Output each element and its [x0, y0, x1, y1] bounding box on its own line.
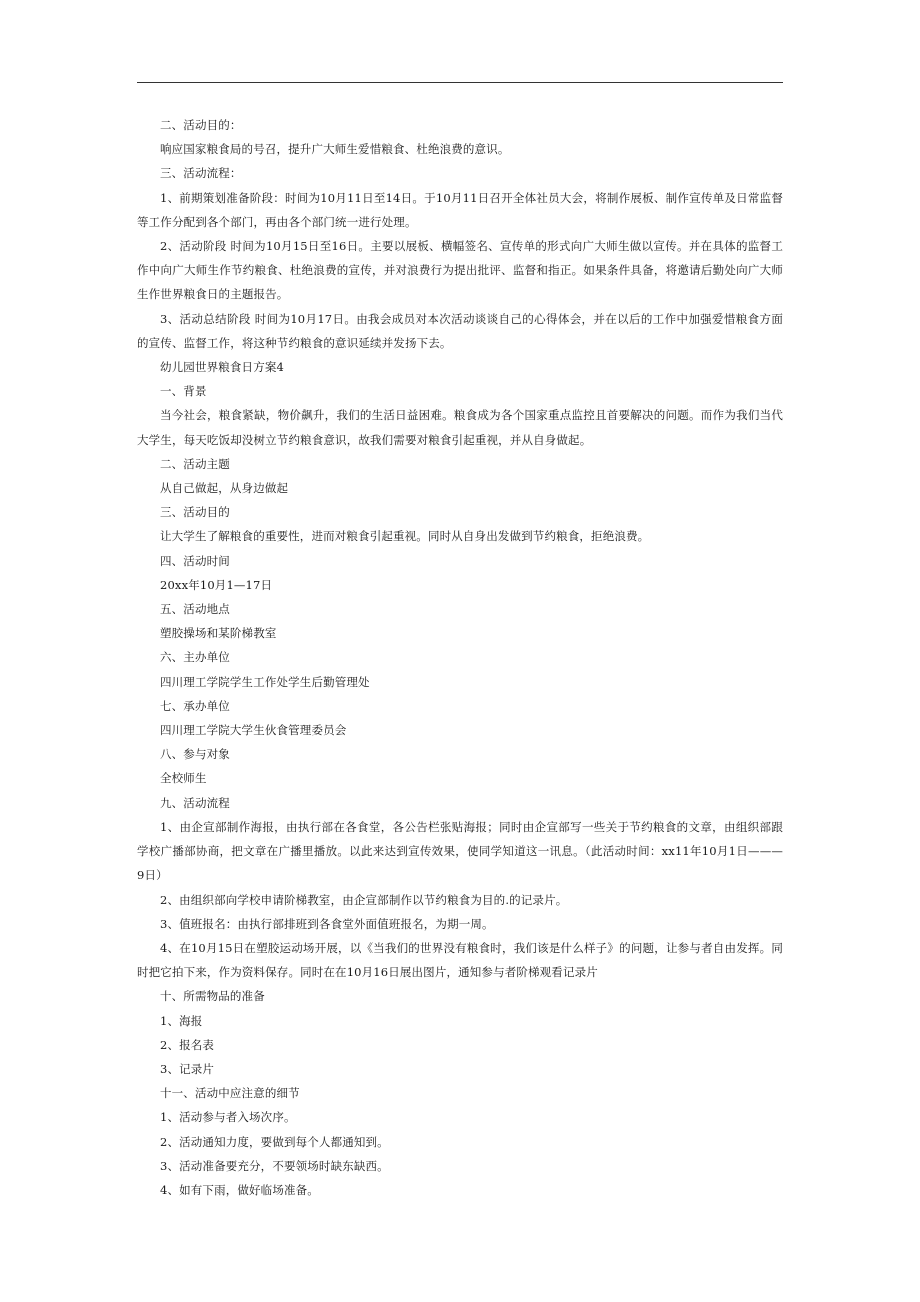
- body-paragraph: 全校师生: [160, 771, 207, 786]
- section-heading: 四、活动时间: [160, 553, 230, 568]
- document-body: [137, 113, 783, 1202]
- section-heading: 二、活动主题: [160, 456, 230, 471]
- body-paragraph: 2、活动阶段 时间为10月15日至16日。主要以展板、横幅签名、宣传单的形式向广大师生做以宣传。并在具体的监督工作中向广大师生作节约粮食、杜绝浪费的宣传，并对浪费行为提出批评、监督和指正。如果条件具备，将邀请后勤处向广大师生作世界粮食日的主题报告。: [137, 239, 783, 302]
- list-item: 1、活动参与者入场次序。: [160, 1110, 296, 1125]
- header-rule: [137, 82, 783, 83]
- body-paragraph: 四川理工学院大学生伙食管理委员会: [160, 723, 347, 738]
- document-title: 幼儿园世界粮食日方案4: [160, 360, 284, 375]
- list-item: 3、记录片: [160, 1061, 215, 1076]
- body-paragraph: 塑胶操场和某阶梯教室: [160, 626, 277, 641]
- list-item: 2、活动通知力度，要做到每个人都通知到。: [160, 1134, 389, 1149]
- section-heading: 八、参与对象: [160, 747, 230, 762]
- section-heading: 二、活动目的：: [160, 118, 242, 132]
- body-paragraph: 四川理工学院学生工作处学生后勤管理处: [160, 674, 370, 689]
- body-paragraph: 3、活动总结阶段 时间为10月17日。由我会成员对本次活动谈谈自己的心得体会，并在以后的工作中加强爱惜粮食方面的宣传、监督工作，将这种节约粮食的意识延续并发扬下去。: [137, 311, 783, 350]
- list-item: 3、活动准备要充分，不要领场时缺东缺西。: [160, 1158, 389, 1173]
- section-heading: 三、活动流程：: [160, 166, 242, 181]
- list-item: 2、报名表: [160, 1037, 215, 1052]
- body-paragraph: 响应国家粮食局的号召，提升广大师生爱惜粮食、杜绝浪费的意识。: [160, 142, 510, 157]
- section-heading: 一、背景: [160, 384, 207, 399]
- section-heading: 三、活动目的: [160, 505, 230, 520]
- body-paragraph: 从自己做起，从身边做起: [160, 481, 289, 496]
- body-paragraph: 20xx年10月1—17日: [160, 577, 273, 592]
- section-heading: 十一、活动中应注意的细节: [160, 1086, 300, 1101]
- body-paragraph: 3、值班报名：由执行部排班到各食堂外面值班报名，为期一周。: [160, 916, 494, 931]
- section-heading: 七、承办单位: [160, 698, 230, 713]
- body-paragraph: 4、在10月15日在塑胶运动场开展，以《当我们的世界没有粮食时，我们该是什么样子》的问题，让参与者自由发挥。同时把它拍下来，作为资料保存。同时在在10月16日展出图片，通知参与者阶梯观看记录片: [137, 940, 783, 980]
- body-paragraph: 1、由企宣部制作海报，由执行部在各食堂，各公告栏张贴海报；同时由企宣部写一些关于节约粮食的文章，由组织部跟学校广播部协商，把文章在广播里播放。以此来达到宣传效果，使同学知道这一讯息。（此活动时间：xx11年10月1日———9日）: [137, 819, 783, 883]
- body-paragraph: 让大学生了解粮食的重要性，进而对粮食引起重视。同时从自身出发做到节约粮食，拒绝浪费。: [160, 529, 650, 544]
- section-heading: 九、活动流程: [160, 795, 230, 810]
- body-paragraph: 1、前期策划准备阶段：时间为10月11日至14日。于10月11日召开全体社员大会，将制作展板、制作宣传单及日常监督等工作分配到各个部门，再由各个部门统一进行处理。: [137, 190, 783, 229]
- section-heading: 五、活动地点: [160, 602, 230, 617]
- body-paragraph: 2、由组织部向学校申请阶梯教室，由企宣部制作以节约粮食为目的.的记录片。: [160, 892, 568, 907]
- section-heading: 六、主办单位: [160, 650, 230, 665]
- body-paragraph: 当今社会，粮食紧缺，物价飙升，我们的生活日益困难。粮食成为各个国家重点监控且首要解决的问题。而作为我们当代大学生，每天吃饭却没树立节约粮食意识，故我们需要对粮食引起重视，并从自身做起。: [137, 408, 783, 447]
- section-heading: 十、所需物品的准备: [160, 989, 265, 1004]
- list-item: 1、海报: [160, 1013, 203, 1028]
- list-item: 4、如有下雨，做好临场准备。: [160, 1182, 319, 1197]
